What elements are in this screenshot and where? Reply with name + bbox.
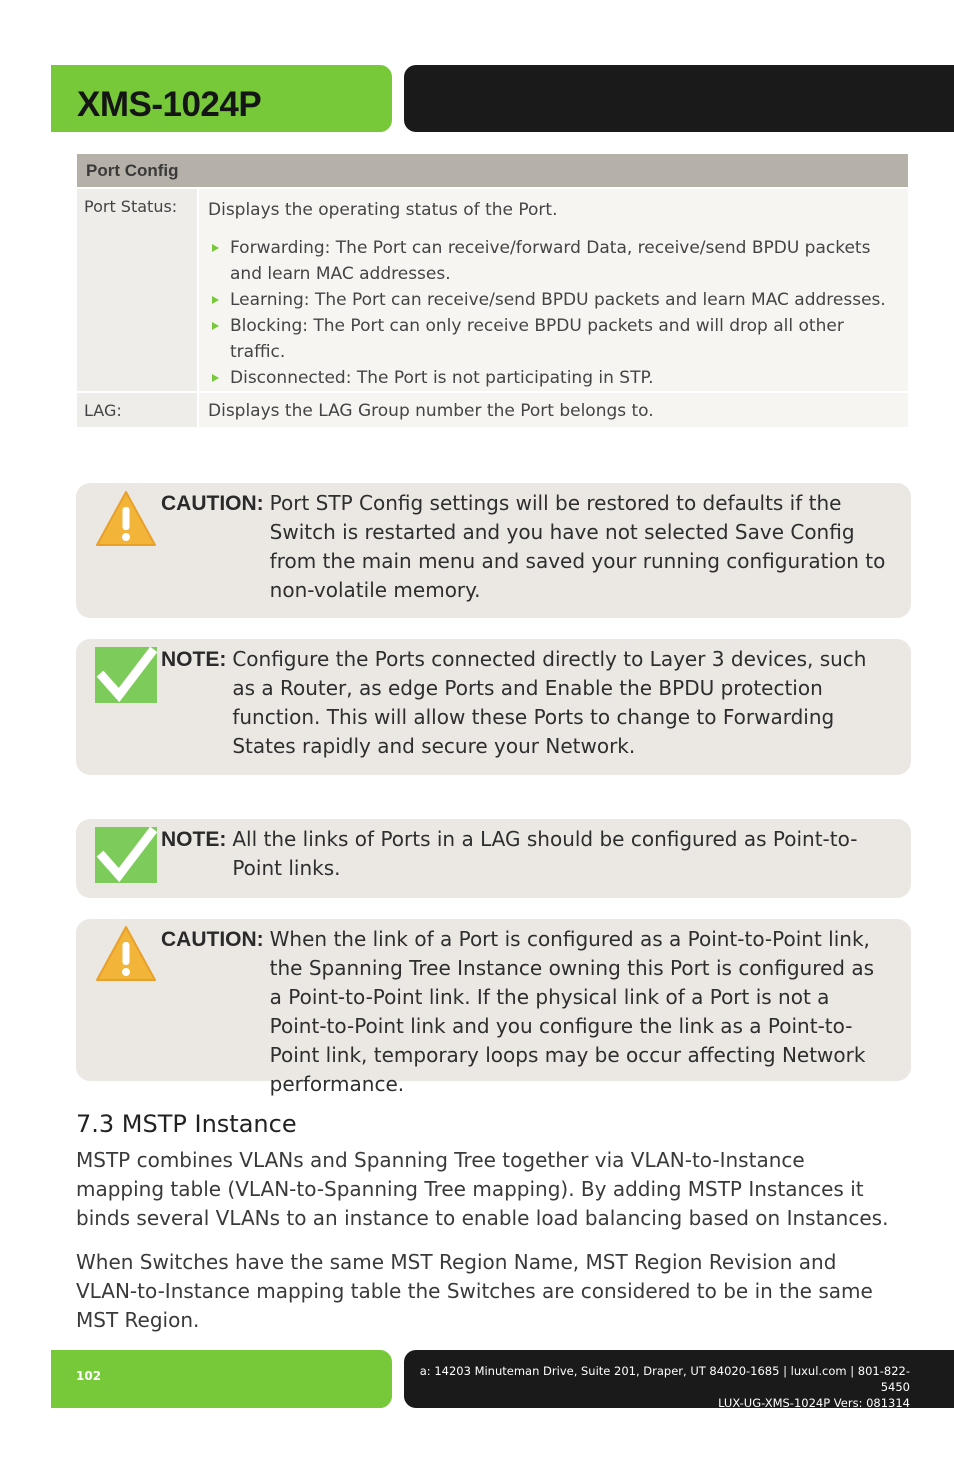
table-row [77, 393, 908, 427]
caution-callout [76, 919, 911, 1096]
caution-callout [76, 483, 911, 618]
document-title: XMS-1024P [77, 85, 262, 124]
footer-black-bar [404, 1350, 954, 1408]
body-paragraph: When Switches have the same MST Region Name, MST Region Revision and VLAN-to-Instance mapping table the Switches are considered to be in the same MST Region. [76, 1250, 873, 1332]
status-bullet-list [208, 235, 900, 391]
table-row [77, 189, 908, 393]
bullet-text: Disconnected: The Port is not participating in STP. [230, 368, 654, 388]
warning-icon [95, 490, 157, 548]
header-black-bar [404, 65, 954, 132]
header-title-bar [51, 65, 392, 132]
bullet-arrow-icon [212, 244, 219, 252]
callout-label: CAUTION: [161, 928, 264, 951]
footer-doc-id: LUX-UG-XMS-1024P Vers: 081314 [718, 1396, 910, 1410]
bullet-arrow-icon [212, 322, 219, 330]
table-heading: Port Config [77, 154, 908, 189]
row-label-port-status: Port Status: [77, 189, 199, 391]
callout-label: NOTE: [161, 648, 227, 671]
list-item [208, 313, 900, 365]
description-text: Displays the operating status of the Port. [208, 200, 558, 220]
callout-label: NOTE: [161, 828, 227, 851]
bullet-arrow-icon [212, 296, 219, 304]
list-item [208, 365, 900, 391]
row-label-lag: LAG: [77, 393, 199, 427]
bullet-text: Learning: The Port can receive/send BPDU packets and learn MAC addresses. [230, 290, 886, 310]
note-callout [76, 639, 911, 775]
checkmark-icon [95, 827, 157, 883]
list-item [208, 287, 900, 313]
warning-icon [95, 925, 157, 983]
callout-text: When the link of a Port is configured as a Point-to-Point link, the Spanning Tree Instance owning this Port is configured as a Point-to-Point link. If the physical link of a Port is not a Point-to-Point link and you configure the link as a Point-to-Point link, temporary loops may be occur affecting Network performance. [269, 927, 875, 1096]
footer-address-block [404, 1363, 910, 1411]
callout-label: CAUTION: [161, 492, 264, 515]
page-number: 102 [76, 1369, 102, 1383]
port-config-table [77, 154, 908, 427]
list-item [208, 235, 900, 287]
note-callout [76, 819, 911, 898]
bullet-text: Blocking: The Port can only receive BPDU packets and will drop all other traffic. [230, 316, 844, 362]
checkmark-icon [95, 647, 157, 703]
callout-text: Port STP Config settings will be restored to defaults if the Switch is restarted and you have not selected Save Config from the main menu and saved your running configuration to non-volatile memory. [269, 491, 886, 602]
row-description-lag: Displays the LAG Group number the Port belongs to. [199, 393, 908, 427]
callout-text: All the links of Ports in a LAG should be configured as Point-to-Point links. [232, 827, 858, 880]
body-paragraph: MSTP combines VLANs and Spanning Tree together via VLAN-to-Instance mapping table (VLAN-to-Spanning Tree mapping). By adding MSTP Instances it binds several VLANs to an instance to enable load balancing based on Instances. [76, 1148, 889, 1230]
bullet-text: Forwarding: The Port can receive/forward Data, receive/send BPDU packets and learn MAC addresses. [230, 238, 871, 284]
footer-address: a: 14203 Minuteman Drive, Suite 201, Draper, UT 84020-1685 | luxul.com | 801-822-5450 [419, 1364, 910, 1394]
bullet-arrow-icon [212, 374, 219, 382]
section-heading: 7.3 MSTP Instance [76, 1110, 297, 1138]
footer-green-bar [51, 1350, 392, 1408]
row-description-port-status [199, 189, 908, 391]
callout-text: Configure the Ports connected directly to Layer 3 devices, such as a Router, as edge Ports and Enable the BPDU protection function. This will allow these Ports to change to Forwarding States rapidly and secure your Network. [232, 647, 867, 758]
